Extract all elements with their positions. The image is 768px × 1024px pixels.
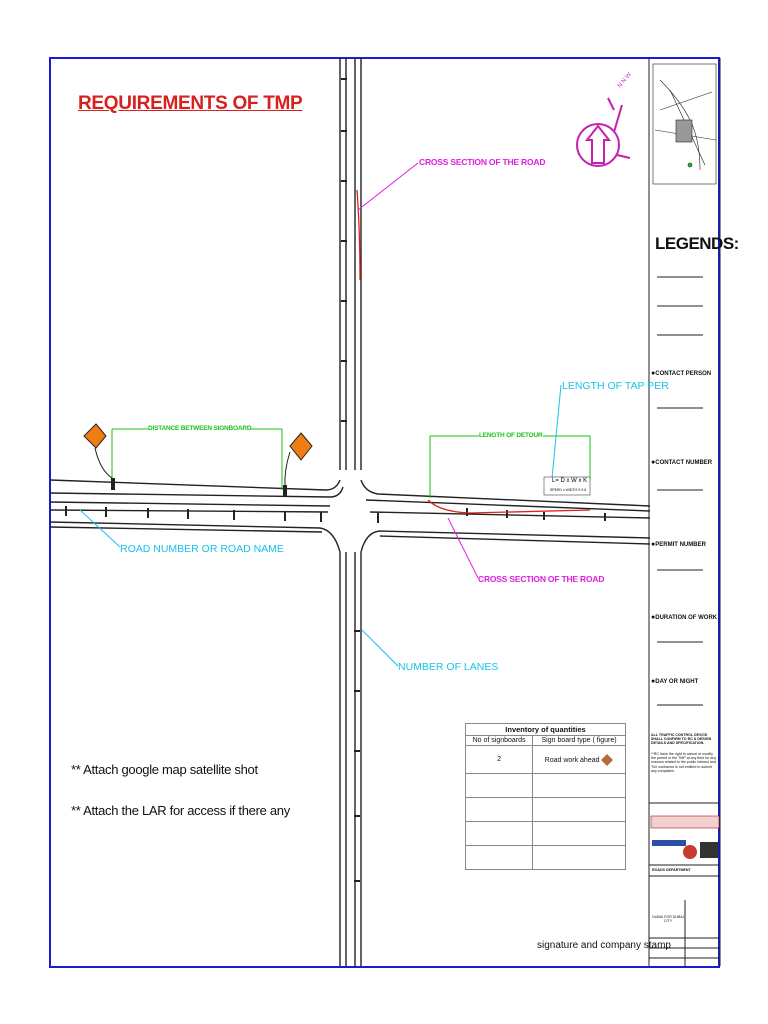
horizontal-road-left <box>50 480 343 552</box>
leader-lanes <box>362 630 398 666</box>
day-or-night-label: ● DAY OR NIGHT <box>651 678 698 685</box>
inventory-row-count: 2 <box>466 746 533 774</box>
logo-strip <box>651 816 719 859</box>
key-map <box>653 64 716 184</box>
legends-heading: LEGENDS: <box>655 234 739 253</box>
inventory-empty-cell <box>466 822 533 846</box>
title-block <box>649 58 720 966</box>
legend-lines <box>657 277 703 705</box>
contact-number-label: ● CONTACT NUMBER <box>651 459 712 466</box>
note-google-map: ** Attach google map satellite shot <box>71 762 258 777</box>
note-lar: ** Attach the LAR for access if there any <box>71 803 290 818</box>
taper-length-label: LENGTH OF TAP PER <box>562 380 669 392</box>
leader-taper <box>552 385 561 478</box>
detour-length-label: LENGTH OF DETOUR <box>479 432 543 439</box>
inventory-table <box>465 723 626 870</box>
inventory-row-type: Road work ahead <box>544 756 600 764</box>
duration-of-work-label: ● DURATION OF WORK <box>651 614 717 621</box>
horizontal-road-right <box>361 480 650 552</box>
cross-section-top-label: CROSS SECTION OF THE ROAD <box>419 157 546 167</box>
number-of-lanes-label: NUMBER OF LANES <box>398 661 499 673</box>
inventory-empty-cell <box>533 822 626 846</box>
north-arrow-icon <box>577 98 630 166</box>
contact-person-label: ● CONTACT PERSON <box>651 370 711 377</box>
signboard-distance-label: DISTANCE BETWEEN SIGNBOARD <box>148 425 252 432</box>
inventory-title: Inventory of quantities <box>466 724 626 736</box>
inventory-empty-cell <box>533 774 626 798</box>
permit-number-label: ● PERMIT NUMBER <box>651 541 706 548</box>
traffic-device-note: ALL TRAFFIC CONTROL DEVICE SHALL CONFIRM TO RC & DESIGN DETAILS AND SPECIFICATION. <box>651 733 712 746</box>
page-title: REQUIREMENTS OF TMP <box>78 93 303 114</box>
info-block-text: DUBAI FOR DUBAI CITY <box>652 915 684 924</box>
roads-department-label: ROADS DEPARTMENT <box>652 868 691 872</box>
taper-formula-sub: SPEED x WIDTH X 0.6 <box>550 488 587 492</box>
inventory-row-type-cell <box>533 746 626 774</box>
road-work-sign-left <box>84 424 115 490</box>
road-work-sign-icon <box>601 754 613 766</box>
inventory-col-signboards: No of signboards <box>466 736 533 746</box>
inventory-empty-cell <box>533 798 626 822</box>
inventory-empty-cell <box>466 846 533 870</box>
signboard-distance-dim <box>112 429 282 490</box>
leader-cross-bottom <box>448 518 478 578</box>
signature-stamp-label: signature and company stamp <box>537 940 671 951</box>
inventory-col-type: Sign board type ( figure) <box>533 736 626 746</box>
leader-cross-top <box>358 163 418 210</box>
rights-note: **RC have the right to cancel or modify the permit or the TMP at any time for any reasons related to the public interest and The contractor is not entitled to submit any complains. <box>651 752 717 773</box>
taper-formula: L= D x W x K <box>552 478 588 484</box>
inventory-empty-cell <box>466 774 533 798</box>
inventory-empty-cell <box>466 798 533 822</box>
road-work-sign-right <box>283 433 312 497</box>
cross-section-bottom-label: CROSS SECTION OF THE ROAD <box>478 574 605 584</box>
road-number-label: ROAD NUMBER OR ROAD NAME <box>120 543 284 555</box>
inventory-empty-cell <box>533 846 626 870</box>
cross-section-top-line <box>357 190 360 280</box>
svg-text:N N W: N N W <box>616 71 633 90</box>
